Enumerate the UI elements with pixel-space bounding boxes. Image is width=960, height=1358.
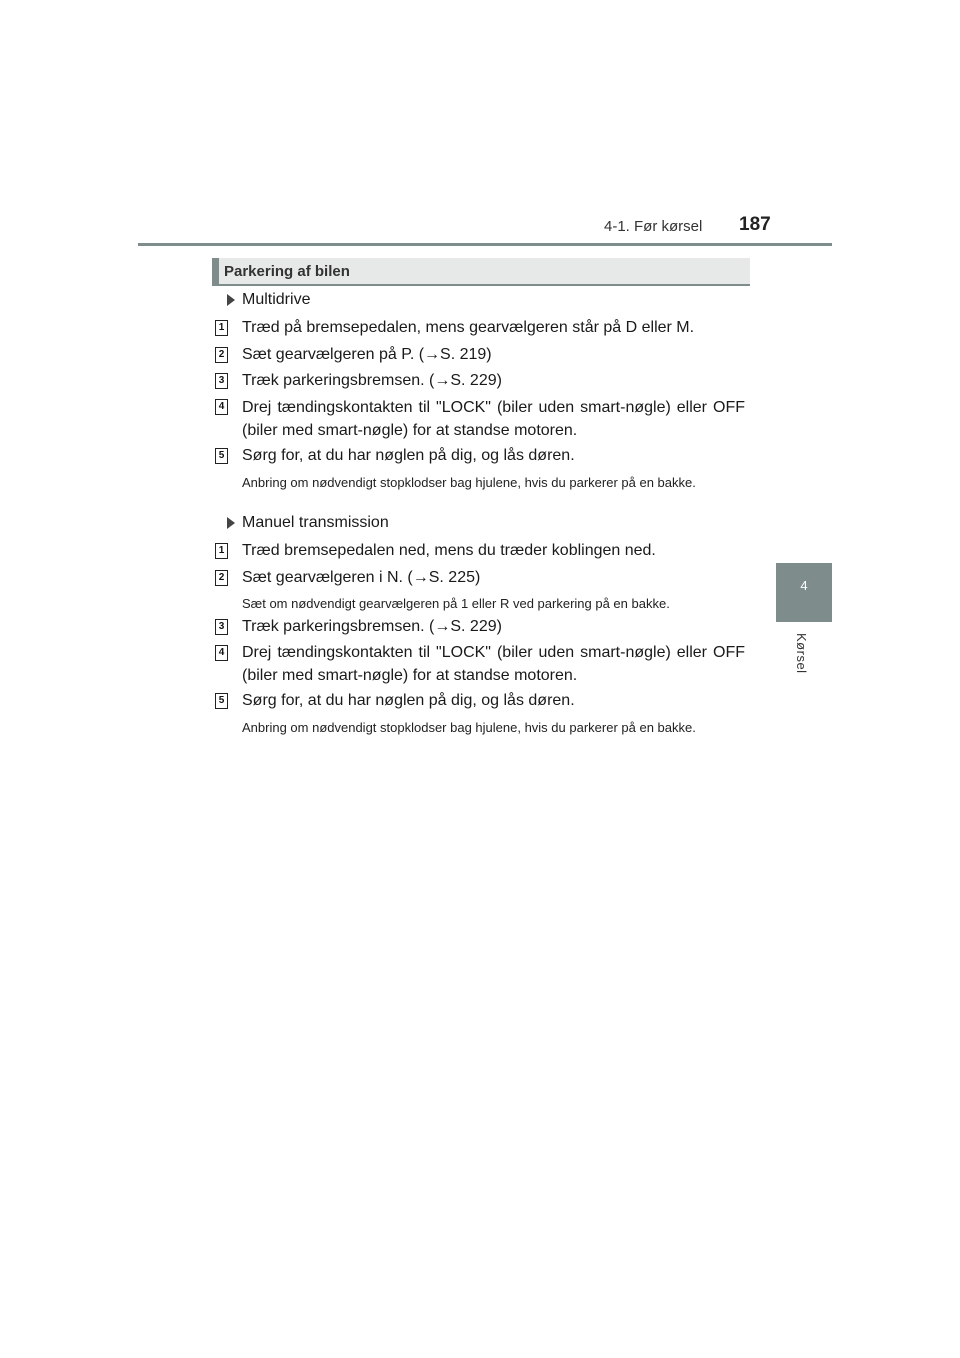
step-note: Sæt om nødvendigt gearvælgeren på 1 eller R ved parkering på en bakke. (242, 596, 670, 611)
subheading-multidrive: Multidrive (242, 291, 311, 308)
step-number-badge: 2 (215, 570, 228, 586)
step-number-badge: 3 (215, 619, 228, 635)
step-text: Sæt gearvælgeren på P. (→S. 219) (242, 346, 492, 363)
step-text: Træd på bremsepedalen, mens gearvælgeren står på D eller M. (242, 319, 695, 336)
step-number-badge: 4 (215, 645, 228, 661)
step-number-badge: 3 (215, 373, 228, 389)
step-text: Træd bremsepedalen ned, mens du træder koblingen ned. (242, 542, 656, 559)
step-text: Sørg for, at du har nøglen på dig, og lås døren. (242, 447, 575, 464)
header-section-label: 4-1. Før kørsel (604, 218, 703, 235)
triangle-bullet-icon (227, 517, 235, 529)
step-note: Anbring om nødvendigt stopklodser bag hjulene, hvis du parkerer på en bakke. (242, 720, 696, 735)
step-number-badge: 5 (215, 693, 228, 709)
step-number-badge: 5 (215, 448, 228, 464)
header-rule (138, 243, 832, 246)
chapter-tab-number: 4 (800, 578, 808, 593)
page-number: 187 (739, 214, 771, 235)
subheading-manual-transmission: Manuel transmission (242, 514, 389, 531)
step-text: Sørg for, at du har nøglen på dig, og lås døren. (242, 692, 575, 709)
step-number-badge: 1 (215, 320, 228, 336)
step-number-badge: 1 (215, 543, 228, 559)
triangle-bullet-icon (227, 294, 235, 306)
step-number-badge: 2 (215, 347, 228, 363)
step-text: Træk parkeringsbremsen. (→S. 229) (242, 618, 502, 635)
chapter-tab-label: Kørsel (794, 633, 809, 674)
step-text: Træk parkeringsbremsen. (→S. 229) (242, 372, 502, 389)
section-title: Parkering af bilen (224, 263, 350, 280)
step-note: Anbring om nødvendigt stopklodser bag hjulene, hvis du parkerer på en bakke. (242, 475, 696, 490)
step-text: Drej tændingskontakten til "LOCK" (biler uden smart-nøgle) eller OFF (biler med smart-nøgle) for at standse motoren. (242, 399, 745, 439)
step-text: Drej tændingskontakten til "LOCK" (biler uden smart-nøgle) eller OFF (biler med smart-nøgle) for at standse motoren. (242, 644, 745, 684)
step-number-badge: 4 (215, 399, 228, 415)
step-text: Sæt gearvælgeren i N. (→S. 225) (242, 569, 481, 586)
